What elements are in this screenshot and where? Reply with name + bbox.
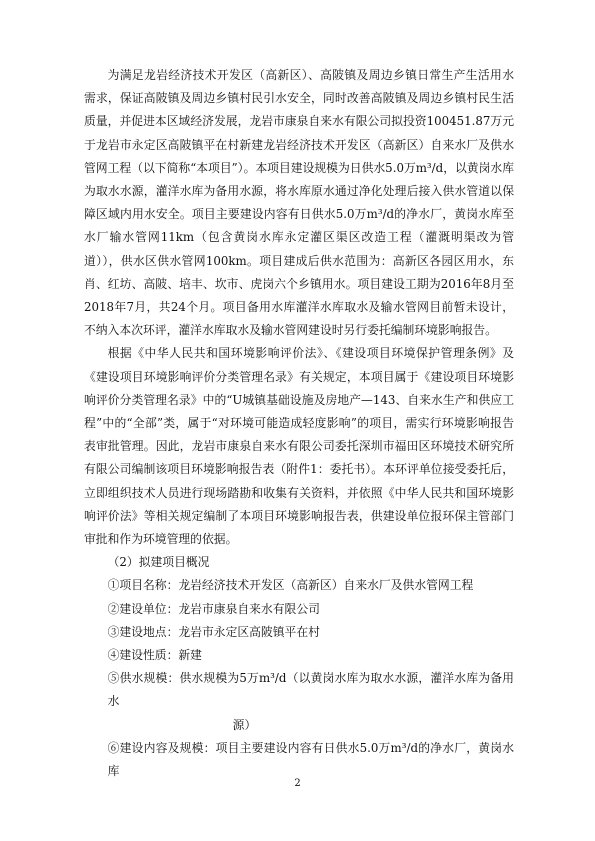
project-name-item: ①项目名称：龙岩经济技术开发区（高新区）自来水厂及供水管网工程: [107, 578, 474, 593]
section-heading: （2）拟建项目概况: [107, 555, 210, 570]
water-supply-scale-item: [84, 667, 514, 737]
construction-nature-item: ④建设性质：新建: [107, 648, 202, 663]
construction-site-item: ③建设地点：龙岩市永定区高陂镇平在村: [107, 624, 320, 639]
page-number: 2: [294, 778, 301, 789]
paragraph-legal-basis: 根据《中华人民共和国环境影响评价法》、《建设项目环境保护管理条例》及《建设项目环境影响评价分类管理名录》有关规定，本项目属于《建设项目环境影响评价分类管理名录》中的“U城镇基础设施及房地产—143、自来水生产和供应工程”中的“全部”类，属于“对环境可能造成轻度影响”的项目，需实行环境影响报告表审批管理。因此，龙岩市康泉自来水有限公司委托深圳市福田区环境技术研究所有限公司编制该项目环境影响报告表（附件1：委托书）。本环评单位接受委托后，立即组织技术人员进行现场踏勘和收集有关资料，并依照《中华人民共和国环境影响评价法》等相关规定编制了本项目环境影响报告表，供建设单位报环保主管部门审批和作为环境管理的依据。: [84, 346, 514, 547]
page-body: [84, 64, 514, 783]
construction-unit-item: ②建设单位：龙岩市康泉自来水有限公司: [107, 601, 320, 616]
construction-content-item: ⑥建设内容及规模：项目主要建设内容有日供水5.0万m³/d的净水厂，黄岗水库: [107, 740, 514, 779]
water-supply-scale-label: ⑤供水规模：: [107, 671, 180, 686]
water-supply-scale-continuation: 源）: [232, 717, 257, 732]
paragraph-background: 为满足龙岩经济技术开发区（高新区）、高陂镇及周边乡镇日常生产生活用水需求，保证高陂镇及周边乡镇村民引水安全，同时改善高陂镇及周边乡镇村民生活质量，并促进本区域经济发展，龙岩市康泉自来水有限公司拟投资100451.87万元于龙岩市永定区高陂镇平在村新建龙岩经济技术开发区（高新区）自来水厂及供水管网工程（以下简称“本项目”）。本项目建设规模为日供水5.0万m³/d，以黄岗水库为取水水源，灌洋水库为备用水源，将水库原水通过净化处理后接入供水管道以保障区域内用水安全。项目主要建设内容有日供水5.0万m³/d的净水厂，黄岗水库至水厂输水管网11km（包含黄岗水库永定灌区渠区改造工程（灌溉明渠改为管道）），供水区供水管网100km。项目建成后供水范围为：高新区各园区用水，东肖、红坊、高陂、培丰、坎市、虎岗六个乡镇用水。项目建设工期为2016年8月至2018年7月，共24个月。项目备用水库灌洋水库取水及输水管网目前暂未设计，不纳入本次环评，灌洋水库取水及输水管网建设时另行委托编制环境影响报告。: [84, 68, 514, 338]
water-supply-scale-text: 供水规模为5万m³/d（以黄岗水库为取水水源，灌洋水库为备用水: [107, 671, 514, 709]
